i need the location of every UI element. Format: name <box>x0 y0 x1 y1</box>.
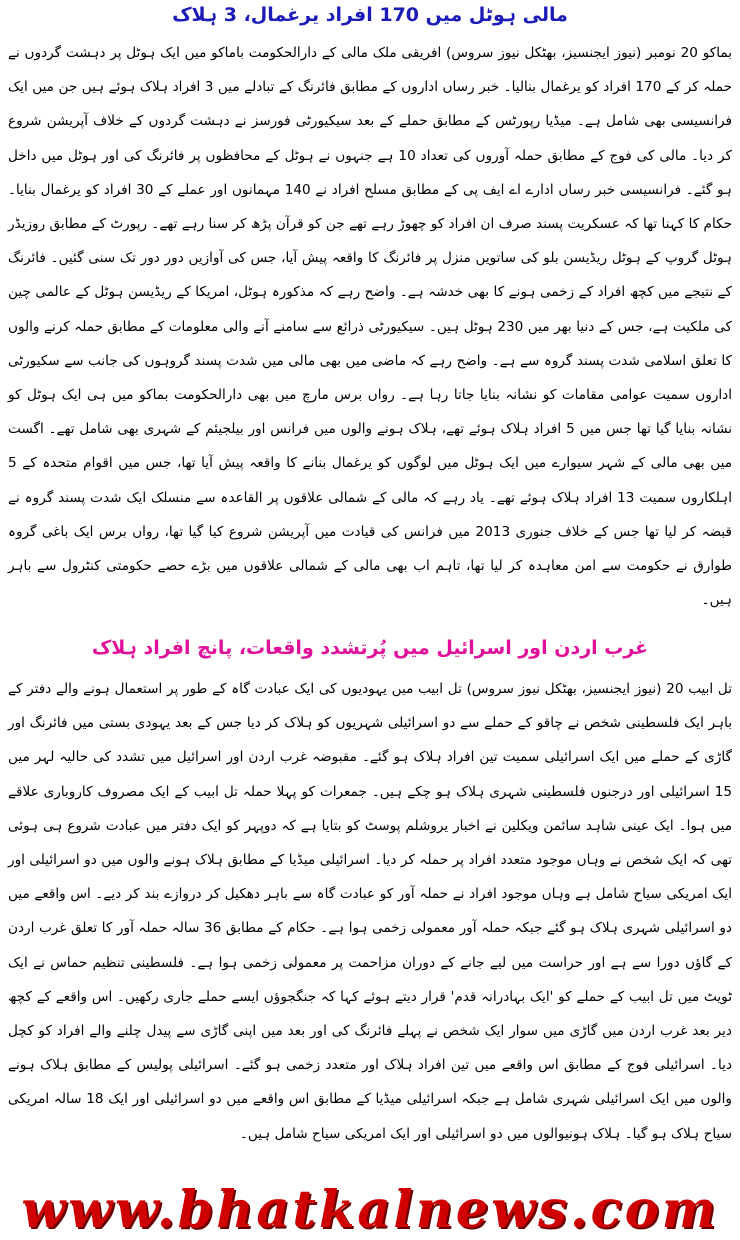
article-body-west-bank <box>8 672 732 1151</box>
article-paragraph: تل ابیب 20 (نیوز ایجنسیز، بھٹکل نیوز سروس) تل ابیب میں یہودیوں کی ایک عبادت گاہ کے طور پر استعمال ہونے والے دفتر کے باہر ایک فلسطینی شخص نے چاقو کے حملے سے دو اسرائیلی شہریوں کو ہلاک کر دیا جس کے بعد یہودی بستی میں فائرنگ اور گاڑی کے حملے میں ایک اسرائیلی سمیت تین افراد ہلاک ہو گئے۔ مقبوضہ غرب اردن اور اسرائیل میں تشدد کی حالیہ لہر میں 15 اسرائیلی اور درجنوں فلسطینی شہری ہلاک ہو چکے ہیں۔ جمعرات کو پہلا حملہ تل ابیب کے ایک مصروف کاروباری علاقے میں ہوا۔ ایک عینی شاہد سائمن ویکلین نے اخبار یروشلم پوسٹ کو بتایا ہے کہ دوپہر کو ایک دفتر میں عبادت شروع ہی ہوئی تھی کہ ایک شخص نے وہاں موجود متعدد افراد پر حملہ کر دیا۔ اسرائیلی میڈیا کے مطابق ہلاک ہونے والوں میں دو اسرائیلی اور ایک امریکی سیاح شامل ہے وہاں موجود افراد نے حملہ آور کو عبادت گاہ سے باہر دھکیل کر دروازے بند کر دیے۔ اس واقعے میں دو اسرائیلی شہری ہلاک ہو گئے جبکہ حملہ آور معمولی زخمی ہوا ہے۔ حکام کے مطابق 36 سالہ حملہ آور کا تعلق غرب اردن کے گاؤں دورا سے ہے اور حراست میں لیے جانے کے دوران مزاحمت پر معمولی زخمی ہوا ہے۔ فلسطینی تنظیم حماس نے ایک ٹویٹ میں تل ابیب کے حملے کو 'ایک بہادرانہ قدم' قرار دیتے ہوئے کہا کہ جنگجوؤں ایسے حملے جاری رکھیں۔ اس واقعے کے کچھ دیر بعد غرب اردن میں گاڑی میں سوار ایک شخص نے پہلے فائرنگ کی اور بعد میں اپنی گاڑی سے پیدل چلنے والے افراد کو کچل دیا۔ اسرائیلی فوج کے مطابق اس واقعے میں تین افراد ہلاک اور متعدد زخمی ہو گئے۔ اسرائیلی پولیس کے مطابق ہلاک ہونے والوں میں ایک اسرائیلی شہری شامل ہے جبکہ اسرائیلی میڈیا کے مطابق اس واقعے میں دو اسرائیلی اور ایک 18 سالہ امریکی سیاح ہلاک ہو گیا۔ ہلاک ہونیوالوں میں دو اسرائیلی اور ایک امریکی سیاح شامل ہیں۔ <box>8 681 732 1142</box>
headline: مالی ہوٹل میں 170 افراد یرغمال، 3 ہلاک <box>172 4 568 26</box>
subheadline: غرب اردن اور اسرائیل میں پُرتشدد واقعات، پانچ افراد ہلاک <box>91 637 649 659</box>
article-paragraph: بماکو 20 نومبر (نیوز ایجنسیز، بھٹکل نیوز سروس) افریقی ملک مالی کے دارالحکومت باماکو میں ایک ہوٹل پر دہشت گردوں نے حملہ کر کے 170 افراد کو یرغمال بنالیا۔ خبر رساں اداروں کے مطابق فائرنگ کے تبادلے میں 3 افراد ہلاک ہوئے ہیں جن میں ایک فرانسیسی بھی شامل ہے۔ میڈیا رپورٹس کے مطابق حملے کے بعد سیکیورٹی فورسز نے دہشت گردوں کے خلاف آپریشن شروع کر دیا۔ مالی کی فوج کے مطابق حملہ آوروں کی تعداد 10 ہے جنہوں نے ہوٹل کے محافظوں پر فائرنگ کی اور ہوٹل میں داخل ہو گئے۔ فرانسیسی خبر رساں ادارے اے ایف پی کے مطابق مسلح افراد نے 140 مہمانوں اور عملے کے 30 افراد کو یرغمال بنایا۔ حکام کا کہنا تھا کہ عسکریت پسند صرف ان افراد کو چھوڑ رہے تھے جن کو قرآن پڑھ کر سنا رہے تھے۔ رپورٹ کے مطابق روزیڈر ہوٹل گروپ کے ہوٹل ریڈیسن بلو کی ساتویں منزل پر فائرنگ کا واقعہ پیش آیا، جس کی آوازیں دور دور تک سنی گئیں۔ فائرنگ کے نتیجے میں کچھ افراد کے زخمی ہونے کا بھی خدشہ ہے۔ واضح رہے کہ مذکورہ ہوٹل، امریکا کے ریڈیسن ہوٹل کے عالمی چین کی ملکیت ہے، جس کے دنیا بھر میں 230 ہوٹل ہیں۔ سیکیورٹی ذرائع سے سامنے آنے والی معلومات کے مطابق حملہ کرنے والوں کا تعلق اسلامی شدت پسند گروہ سے ہے۔ واضح رہے کہ ماضی میں بھی مالی میں شدت پسند گروہوں کی جانب سے سکیورٹی اداروں سمیت عوامی مقامات کو نشانہ بنایا جاتا رہا ہے۔ رواں برس مارچ میں بھی دارالحکومت بماکو میں ہی ایک ہوٹل کو نشانہ بنایا گیا تھا جس میں 5 افراد ہلاک ہوئے تھے، ہلاک ہونے والوں میں فرانس اور بیلجیئم کے شہری بھی شامل تھے۔ اگست میں بھی مالی کے شہر سیوارے میں ایک ہوٹل میں لوگوں کو یرغمال بنانے کا واقعہ پیش آیا تھا، جس میں اقوام متحدہ کے 5 اہلکاروں سمیت 13 افراد ہلاک ہوئے تھے۔ یاد رہے کہ مالی کے شمالی علاقوں پر القاعدہ سے منسلک ایک شدت پسند گروہ نے قبضہ کر لیا تھا جس کے خلاف جنوری 2013 میں فرانس کی قیادت میں آپریشن شروع کیا گیا تھا، رواں برس ایک باغی گروہ طوارق نے حکومت سے امن معاہدہ کر لیا تھا، تاہم اب بھی مالی کے شمالی علاقوں میں بڑے حصے حکومتی کنٹرول سے باہر ہیں۔ <box>8 45 732 609</box>
article-body-mali <box>8 36 732 617</box>
site-watermark-link[interactable]: www.bhatkalnews.com <box>21 1180 719 1240</box>
